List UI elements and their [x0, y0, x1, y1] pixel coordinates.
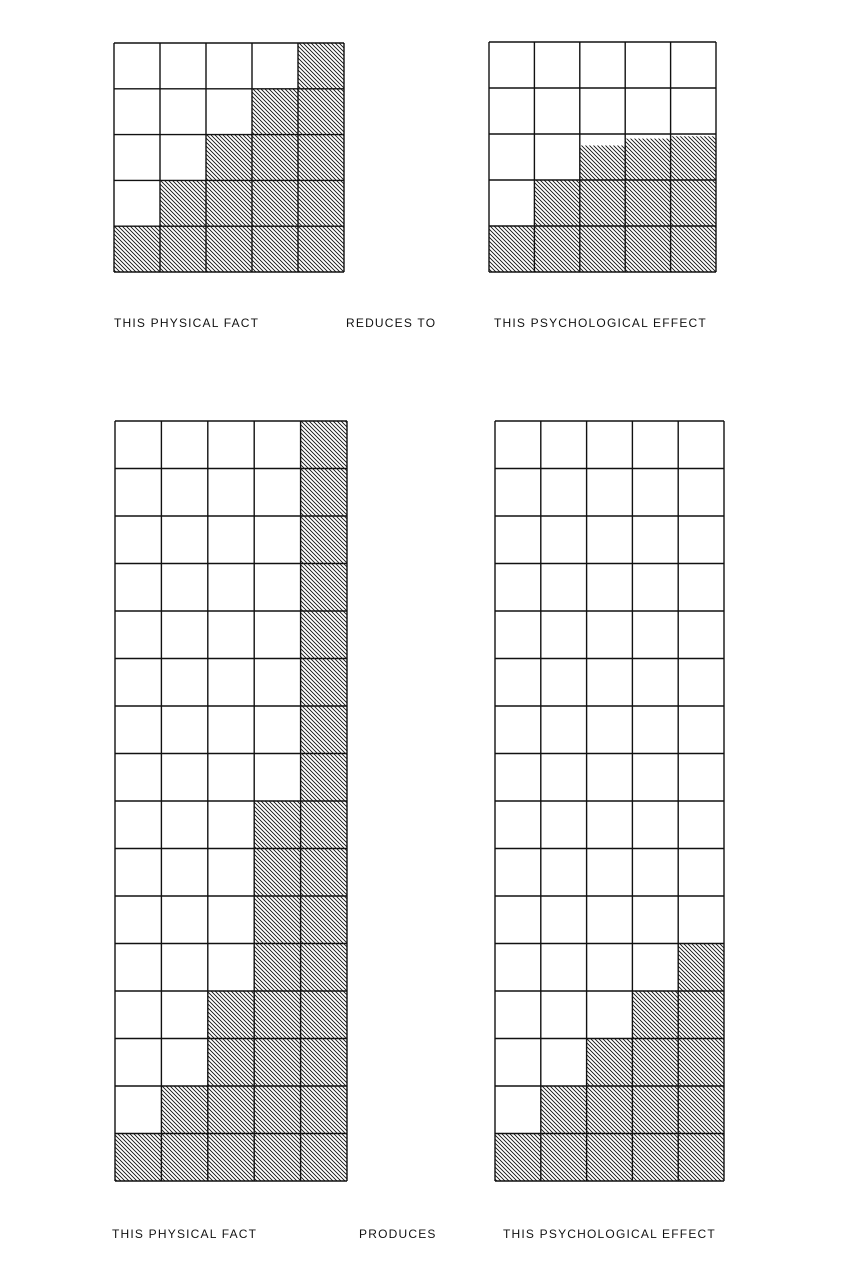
caption-bottom-middle: PRODUCES — [359, 1227, 437, 1241]
top-right-grid-fill-column-4 — [625, 139, 670, 272]
top-left-grid-fill-column-3 — [206, 135, 252, 272]
bottom-left-grid-fill-column-1 — [115, 1134, 161, 1182]
caption-bottom-right: THIS PSYCHOLOGICAL EFFECT — [503, 1227, 716, 1241]
caption-bottom-left: THIS PHYSICAL FACT — [112, 1227, 258, 1241]
caption-top-right: THIS PSYCHOLOGICAL EFFECT — [494, 316, 707, 330]
top-right-grid — [489, 42, 716, 272]
top-right-grid-fill-column-3 — [580, 146, 625, 273]
caption-top-left: THIS PHYSICAL FACT — [114, 316, 260, 330]
bottom-right-grid-fill-column-5 — [678, 944, 724, 1182]
top-left-grid-fill-column-5 — [298, 43, 344, 272]
bottom-left-grid — [115, 421, 347, 1181]
top-right-grid-fill-column-1 — [489, 226, 534, 272]
top-left-grid-fill-column-1 — [114, 226, 160, 272]
grid-panels — [114, 42, 724, 1181]
top-left-grid — [114, 43, 344, 272]
bottom-right-grid — [495, 421, 724, 1181]
bottom-right-grid-fill-column-1 — [495, 1134, 541, 1182]
caption-top-middle: REDUCES TO — [346, 316, 437, 330]
bottom-right-grid-fill-column-3 — [587, 1039, 633, 1182]
top-right-grid-fill-column-5 — [671, 136, 716, 272]
